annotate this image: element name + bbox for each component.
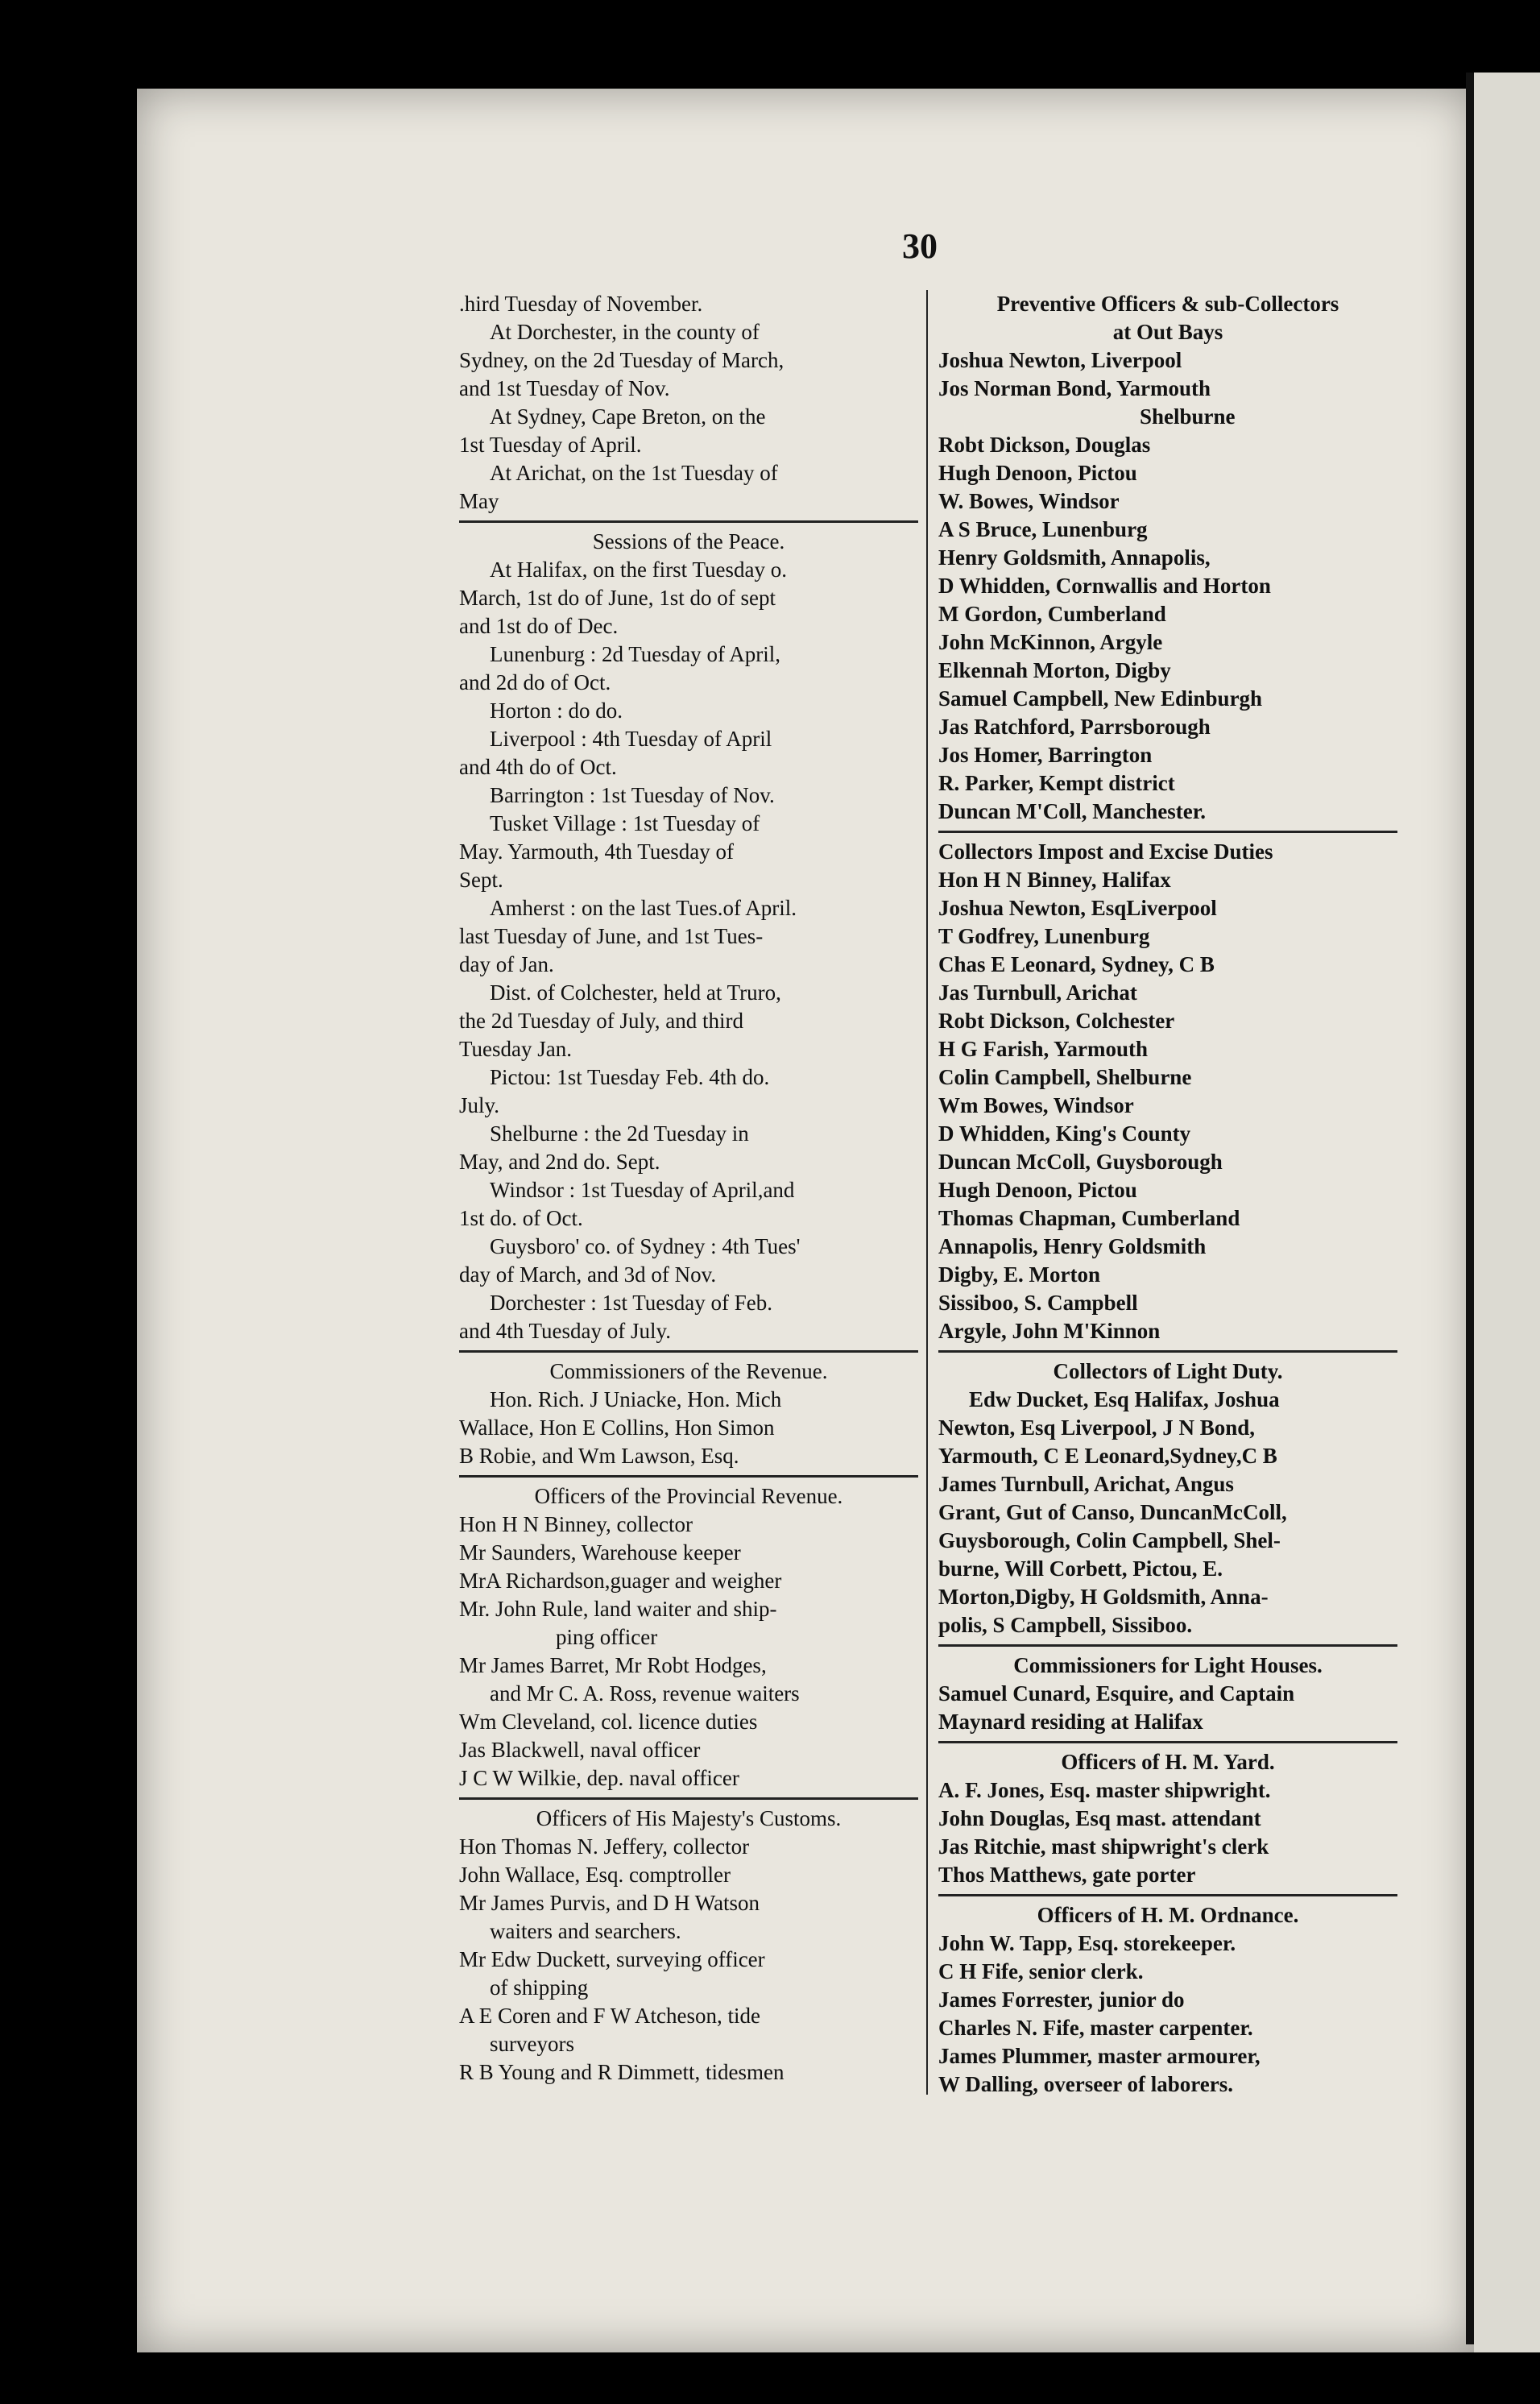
text-line: Charles N. Fife, master carpenter.	[938, 2016, 1253, 2040]
text-line: Dorchester : 1st Tuesday of Feb.	[490, 1291, 772, 1315]
text-line: Sydney, on the 2d Tuesday of March,	[459, 348, 784, 372]
text-line: D Whidden, Cornwallis and Horton	[938, 574, 1271, 598]
text-line: Robt Dickson, Douglas	[938, 433, 1151, 457]
text-line: Robt Dickson, Colchester	[938, 1009, 1175, 1033]
courts-continued-section	[459, 290, 918, 523]
light-duty-section	[938, 1357, 1397, 1647]
text-line: Hugh Denoon, Pictou	[938, 461, 1137, 485]
text-line: and Mr C. A. Ross, revenue waiters	[490, 1681, 800, 1706]
impost-heading: Collectors Impost and Excise Duties	[938, 839, 1273, 864]
text-line: Jas Blackwell, naval officer	[459, 1738, 701, 1762]
text-line: Mr Saunders, Warehouse keeper	[459, 1540, 741, 1565]
text-line: Elkennah Morton, Digby	[938, 658, 1171, 682]
text-line: Tusket Village : 1st Tuesday of	[490, 811, 760, 835]
preventive-heading: Preventive Officers & sub-Collectors	[996, 292, 1339, 316]
text-line: Edw Ducket, Esq Halifax, Joshua	[969, 1387, 1280, 1411]
text-line: John McKinnon, Argyle	[938, 630, 1163, 654]
text-line: W Dalling, overseer of laborers.	[938, 2072, 1233, 2096]
text-line: Tuesday Jan.	[459, 1037, 573, 1061]
text-line: Henry Goldsmith, Annapolis,	[938, 545, 1211, 570]
text-line: T Godfrey, Lunenburg	[938, 924, 1150, 948]
text-line: Hugh Denoon, Pictou	[938, 1178, 1137, 1202]
text-line: of shipping	[490, 1975, 589, 2000]
text-line: Digby, E. Morton	[938, 1262, 1101, 1287]
text-line: Horton : do do.	[490, 698, 623, 723]
text-line: Mr James Barret, Mr Robt Hodges,	[459, 1653, 767, 1677]
text-line: Samuel Campbell, New Edinburgh	[938, 686, 1263, 711]
text-line: Yarmouth, C E Leonard,Sydney,C B	[938, 1444, 1277, 1468]
text-line: Chas E Leonard, Sydney, C B	[938, 952, 1215, 976]
customs-section	[459, 1805, 918, 2091]
text-line: At Sydney, Cape Breton, on the	[490, 404, 766, 429]
text-line: Duncan M'Coll, Manchester.	[938, 799, 1206, 823]
light-houses-lines	[938, 1680, 1397, 1736]
text-line: R. Parker, Kempt district	[938, 771, 1175, 795]
text-line: 1st Tuesday of April.	[459, 433, 642, 457]
preventive-lines	[938, 346, 1397, 826]
text-line: D Whidden, King's County	[938, 1121, 1191, 1146]
text-line: W. Bowes, Windsor	[938, 489, 1120, 513]
text-line: Thos Matthews, gate porter	[938, 1863, 1196, 1887]
text-line: polis, S Campbell, Sissiboo.	[938, 1613, 1193, 1637]
text-line: ping officer	[556, 1625, 658, 1649]
text-line: Lunenburg : 2d Tuesday of April,	[490, 642, 781, 666]
impost-section	[938, 838, 1397, 1353]
light-houses-heading: Commissioners for Light Houses.	[1013, 1653, 1323, 1677]
text-line: and 1st do of Dec.	[459, 614, 619, 638]
text-line: Pictou: 1st Tuesday Feb. 4th do.	[490, 1065, 770, 1089]
provincial-revenue-lines	[459, 1511, 918, 1793]
text-line: Guysborough, Colin Campbell, Shel-	[938, 1528, 1281, 1552]
light-duty-lines	[938, 1386, 1397, 1639]
text-line: Mr Edw Duckett, surveying officer	[459, 1947, 765, 1971]
text-line: July.	[459, 1093, 500, 1117]
text-line: A S Bruce, Lunenburg	[938, 517, 1148, 541]
text-line: Sept.	[459, 868, 503, 892]
courts-lines	[459, 290, 918, 516]
text-line: R B Young and R Dimmett, tidesmen	[459, 2060, 784, 2084]
sessions-section	[459, 528, 918, 1353]
text-line: Mr. John Rule, land waiter and ship-	[459, 1597, 777, 1621]
text-line: Duncan McColl, Guysborough	[938, 1150, 1223, 1174]
text-line: May, and 2nd do. Sept.	[459, 1150, 660, 1174]
text-line: May	[459, 489, 499, 513]
text-line: May. Yarmouth, 4th Tuesday of	[459, 839, 735, 864]
text-line: Hon Thomas N. Jeffery, collector	[459, 1834, 750, 1859]
text-line: H G Farish, Yarmouth	[938, 1037, 1149, 1061]
text-line: Wallace, Hon E Collins, Hon Simon	[459, 1415, 775, 1440]
facing-page	[1474, 73, 1540, 2352]
right-column	[938, 290, 1397, 2108]
preventive-section	[938, 290, 1397, 833]
commissioners-revenue-heading: Commissioners of the Revenue.	[549, 1359, 828, 1383]
light-houses-section	[938, 1652, 1397, 1743]
text-line: Jas Ratchford, Parrsborough	[938, 715, 1211, 739]
text-line: A E Coren and F W Atcheson, tide	[459, 2004, 760, 2028]
column-divider	[926, 290, 928, 2095]
text-line: .hird Tuesday of November.	[459, 292, 703, 316]
left-column	[459, 290, 918, 2096]
text-line: Morton,Digby, H Goldsmith, Anna-	[938, 1585, 1269, 1609]
text-line: day of Jan.	[459, 952, 554, 976]
text-line: James Forrester, junior do	[938, 1987, 1185, 2012]
yard-lines	[938, 1776, 1397, 1889]
ordnance-section	[938, 1901, 1397, 2104]
text-line: surveyors	[490, 2032, 574, 2056]
preventive-subheading: at Out Bays	[1112, 320, 1223, 344]
text-line: Wm Bowes, Windsor	[938, 1093, 1134, 1117]
text-line: day of March, and 3d of Nov.	[459, 1262, 717, 1287]
text-line: Colin Campbell, Shelburne	[938, 1065, 1192, 1089]
text-line: Liverpool : 4th Tuesday of April	[490, 727, 772, 751]
page-number: 30	[902, 226, 938, 266]
text-line: and 1st Tuesday of Nov.	[459, 376, 670, 400]
text-line: 1st do. of Oct.	[459, 1206, 583, 1230]
text-line: Joshua Newton, Liverpool	[938, 348, 1182, 372]
text-line: and 4th do of Oct.	[459, 755, 617, 779]
impost-lines	[938, 866, 1397, 1345]
text-line: last Tuesday of June, and 1st Tues-	[459, 924, 764, 948]
yard-section	[938, 1748, 1397, 1896]
text-line: Shelburne	[1140, 404, 1236, 429]
text-line: March, 1st do of June, 1st do of sept	[459, 586, 776, 610]
text-line: Amherst : on the last Tues.of April.	[490, 896, 797, 920]
provincial-revenue-section	[459, 1482, 918, 1800]
text-line: John Wallace, Esq. comptroller	[459, 1863, 731, 1887]
text-line: the 2d Tuesday of July, and third	[459, 1009, 743, 1033]
text-line: Jas Ritchie, mast shipwright's clerk	[938, 1834, 1269, 1859]
text-line: J C W Wilkie, dep. naval officer	[459, 1766, 739, 1790]
text-line: Thomas Chapman, Cumberland	[938, 1206, 1240, 1230]
text-line: Wm Cleveland, col. licence duties	[459, 1710, 758, 1734]
text-line: Grant, Gut of Canso, DuncanMcColl,	[938, 1500, 1287, 1524]
text-line: waiters and searchers.	[490, 1919, 681, 1943]
text-line: At Halifax, on the first Tuesday o.	[490, 557, 787, 582]
customs-lines	[459, 1833, 918, 2087]
text-line: Jos Norman Bond, Yarmouth	[938, 376, 1211, 400]
light-duty-heading: Collectors of Light Duty.	[1053, 1359, 1283, 1383]
text-line: Sissiboo, S. Campbell	[938, 1291, 1138, 1315]
text-line: Barrington : 1st Tuesday of Nov.	[490, 783, 775, 807]
text-line: Dist. of Colchester, held at Truro,	[490, 980, 781, 1005]
commissioners-revenue-section	[459, 1357, 918, 1478]
ordnance-lines	[938, 1929, 1397, 2099]
text-line: Hon. Rich. J Uniacke, Hon. Mich	[490, 1387, 782, 1411]
customs-heading: Officers of His Majesty's Customs.	[536, 1806, 842, 1830]
text-line: burne, Will Corbett, Pictou, E.	[938, 1556, 1223, 1581]
sessions-lines	[459, 556, 918, 1345]
text-line: John Douglas, Esq mast. attendant	[938, 1806, 1261, 1830]
text-line: Windsor : 1st Tuesday of April,and	[490, 1178, 795, 1202]
book-spine	[1466, 73, 1474, 2344]
text-line: and 4th Tuesday of July.	[459, 1319, 672, 1343]
text-line: Annapolis, Henry Goldsmith	[938, 1234, 1207, 1258]
text-line: Samuel Cunard, Esquire, and Captain	[938, 1681, 1295, 1706]
text-line: At Dorchester, in the county of	[490, 320, 760, 344]
text-line: Hon H N Binney, collector	[459, 1512, 693, 1536]
text-line: Jas Turnbull, Arichat	[938, 980, 1137, 1005]
provincial-revenue-heading: Officers of the Provincial Revenue.	[534, 1484, 843, 1508]
ordnance-heading: Officers of H. M. Ordnance.	[1037, 1903, 1299, 1927]
text-line: James Turnbull, Arichat, Angus	[938, 1472, 1234, 1496]
text-line: and 2d do of Oct.	[459, 670, 611, 694]
text-line: Mr James Purvis, and D H Watson	[459, 1891, 760, 1915]
text-line: Jos Homer, Barrington	[938, 743, 1153, 767]
text-line: Shelburne : the 2d Tuesday in	[490, 1121, 749, 1146]
text-line: Newton, Esq Liverpool, J N Bond,	[938, 1415, 1256, 1440]
text-line: B Robie, and Wm Lawson, Esq.	[459, 1444, 739, 1468]
text-line: Joshua Newton, EsqLiverpool	[938, 896, 1217, 920]
text-line: John W. Tapp, Esq. storekeeper.	[938, 1931, 1236, 1955]
text-line: Hon H N Binney, Halifax	[938, 868, 1171, 892]
text-line: Argyle, John M'Kinnon	[938, 1319, 1161, 1343]
text-line: M Gordon, Cumberland	[938, 602, 1166, 626]
text-line: At Arichat, on the 1st Tuesday of	[490, 461, 778, 485]
yard-heading: Officers of H. M. Yard.	[1061, 1750, 1275, 1774]
text-line: James Plummer, master armourer,	[938, 2044, 1261, 2068]
text-line: A. F. Jones, Esq. master shipwright.	[938, 1778, 1271, 1802]
sessions-heading: Sessions of the Peace.	[592, 529, 785, 553]
text-line: C H Fife, senior clerk.	[938, 1959, 1144, 1983]
text-line: Guysboro' co. of Sydney : 4th Tues'	[490, 1234, 801, 1258]
text-line: MrA Richardson,guager and weigher	[459, 1569, 782, 1593]
text-line: Maynard residing at Halifax	[938, 1710, 1203, 1734]
commissioners-revenue-lines	[459, 1386, 918, 1470]
